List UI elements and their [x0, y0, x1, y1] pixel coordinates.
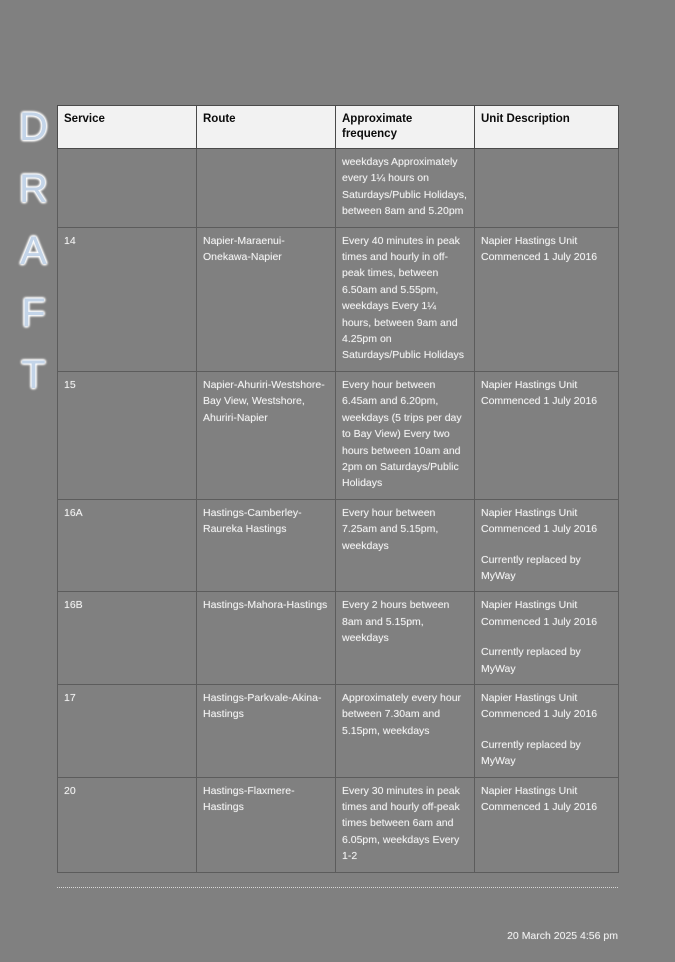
cell-unit-description-1	[475, 227, 619, 371]
table-row	[58, 499, 619, 592]
unit-description-paragraph-3-1: Currently replaced by MyWay	[481, 553, 581, 582]
cell-route-3: Hastings-Camberley-Raureka Hastings	[197, 499, 336, 592]
cell-route-0	[197, 149, 336, 228]
cell-frequency-3: Every hour between 7.25am and 5.15pm, weekdays	[336, 499, 475, 592]
unit-description-paragraph-3-0: Napier Hastings Unit Commenced 1 July 2016	[481, 506, 598, 536]
table-header-row	[58, 106, 619, 149]
cell-unit-description-3	[475, 499, 619, 592]
cell-route-4: Hastings-Mahora-Hastings	[197, 592, 336, 685]
table-body	[58, 149, 619, 873]
unit-description-paragraph-5-0: Napier Hastings Unit Commenced 1 July 2016	[481, 691, 598, 721]
unit-description-paragraph-5-1: Currently replaced by MyWay	[481, 738, 581, 768]
unit-description-paragraph-2-0: Napier Hastings Unit Commenced 1 July 2016	[481, 378, 598, 408]
cell-route-5: Hastings-Parkvale-Akina-Hastings	[197, 684, 336, 777]
table-row	[58, 684, 619, 777]
column-header-route: Route	[197, 106, 336, 149]
cell-route-6: Hastings-Flaxmere-Hastings	[197, 777, 336, 872]
cell-service-4: 16B	[58, 592, 197, 685]
cell-service-6: 20	[58, 777, 197, 872]
cell-route-1: Napier-Maraenui-Onekawa-Napier	[197, 227, 336, 371]
cell-unit-description-5	[475, 684, 619, 777]
cell-unit-description-4	[475, 592, 619, 685]
column-header-frequency: Approximate frequency	[336, 106, 475, 149]
unit-description-paragraph-1-0: Napier Hastings Unit Commenced 1 July 2016	[481, 234, 598, 264]
cell-service-0	[58, 149, 197, 228]
draft-watermark-letter-0: D	[19, 105, 49, 149]
unit-description-paragraph-6-0: Napier Hastings Unit Commenced 1 July 2016	[481, 784, 598, 813]
draft-watermark-letter-1: R	[19, 167, 49, 211]
cell-service-3: 16A	[58, 499, 197, 592]
cell-unit-description-0	[475, 149, 619, 228]
cell-service-1: 14	[58, 227, 197, 371]
draft-watermark-letter-4: T	[21, 353, 47, 397]
unit-description-paragraph-4-1: Currently replaced by MyWay	[481, 646, 581, 675]
cell-frequency-4: Every 2 hours between 8am and 5.15pm, weekdays	[336, 592, 475, 685]
table-row	[58, 371, 619, 499]
cell-frequency-1: Every 40 minutes in peak times and hourly in off-peak times, between 6.50am and 5.55pm, weekdays Every 1¼ hours, between 9am and 4.25pm on Saturdays/Public Holidays	[336, 227, 475, 371]
draft-watermark-letter-2: A	[20, 229, 48, 273]
cell-route-2: Napier-Ahuriri-Westshore-Bay View, Westshore, Ahuriri-Napier	[197, 371, 336, 499]
draft-watermark-letter-3: F	[21, 291, 47, 335]
draft-watermark	[8, 96, 60, 406]
cell-unit-description-6	[475, 777, 619, 872]
cell-frequency-6: Every 30 minutes in peak times and hourly off-peak times between 6am and 6.05pm, weekdays Every 1-2	[336, 777, 475, 872]
table-row	[58, 149, 619, 228]
cell-service-5: 17	[58, 684, 197, 777]
table-row	[58, 592, 619, 685]
cell-unit-description-2	[475, 371, 619, 499]
cell-frequency-0: weekdays Approximately every 1¼ hours on Saturdays/Public Holidays, between 8am and 5.20pm	[336, 149, 475, 228]
bus-services-table	[57, 105, 619, 873]
cell-frequency-2: Every hour between 6.45am and 6.20pm, weekdays (5 trips per day to Bay View) Every two hours between 10am and 2pm on Saturdays/Public Holidays	[336, 371, 475, 499]
table-row	[58, 777, 619, 872]
table-row	[58, 227, 619, 371]
cell-service-2: 15	[58, 371, 197, 499]
column-header-unit: Unit Description	[475, 106, 619, 149]
footer-timestamp: 20 March 2025 4:56 pm	[507, 930, 618, 942]
footer-divider	[57, 887, 618, 888]
cell-frequency-5: Approximately every hour between 7.30am and 5.15pm, weekdays	[336, 684, 475, 777]
column-header-service: Service	[58, 106, 197, 149]
unit-description-paragraph-4-0: Napier Hastings Unit Commenced 1 July 2016	[481, 599, 598, 628]
